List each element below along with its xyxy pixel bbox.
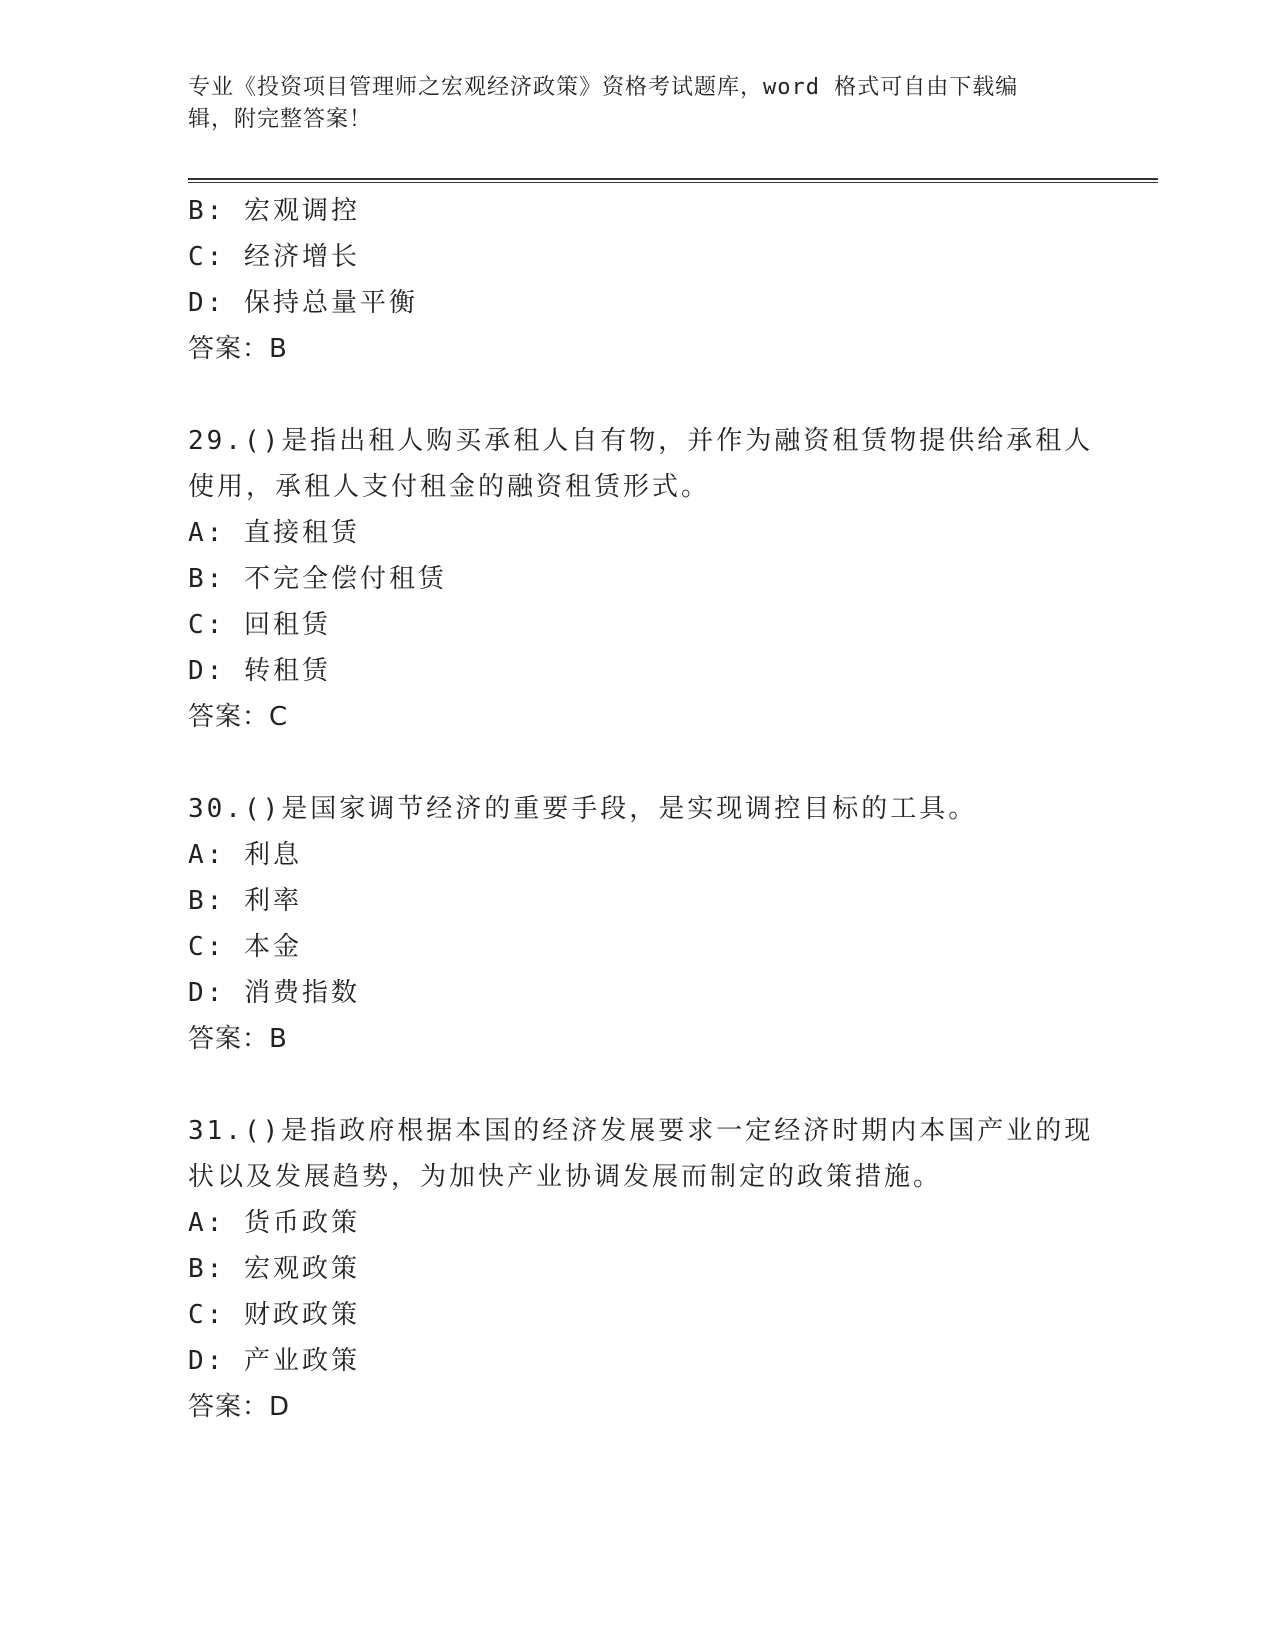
- question-31: [188, 1108, 1094, 1430]
- option-b: B: 宏观调控: [188, 196, 360, 226]
- option-b: B: 利率: [188, 886, 302, 916]
- document-header: [188, 72, 1068, 136]
- option-c: C: 财政政策: [188, 1300, 360, 1330]
- question-stem-line-1: 31.()是指政府根据本国的经济发展要求一定经济时期内本国产业的现: [188, 1116, 1094, 1146]
- answer: 答案：B: [188, 334, 288, 364]
- answer: 答案：D: [188, 1392, 291, 1422]
- option-a: A: 利息: [188, 840, 302, 870]
- option-b: B: 宏观政策: [188, 1254, 360, 1284]
- option-c: C: 本金: [188, 932, 302, 962]
- option-c: C: 经济增长: [188, 242, 360, 272]
- spacer: [188, 1062, 1088, 1108]
- option-d: D: 消费指数: [188, 978, 360, 1008]
- question-stem-line-2: 使用，承租人支付租金的融资租赁形式。: [188, 472, 711, 502]
- question-stem-line-1: 30.()是国家调节经济的重要手段，是实现调控目标的工具。: [188, 794, 978, 824]
- option-d: D: 产业政策: [188, 1346, 360, 1376]
- option-a: A: 货币政策: [188, 1208, 360, 1238]
- question-29: [188, 418, 1094, 740]
- header-line-1: 专业《投资项目管理师之宏观经济政策》资格考试题库，word 格式可自由下载编: [188, 75, 1019, 100]
- answer: 答案：B: [188, 1024, 288, 1054]
- question-30: [188, 786, 1088, 1062]
- question-stem-line-2: 状以及发展趋势，为加快产业协调发展而制定的政策措施。: [188, 1162, 943, 1192]
- header-line-2: 辑，附完整答案！: [188, 107, 373, 132]
- question-stem-line-1: 29.()是指出租人购买承租人自有物，并作为融资租赁物提供给承租人: [188, 426, 1094, 456]
- header-divider: [188, 178, 1158, 183]
- spacer: [188, 740, 1088, 786]
- answer: 答案：C: [188, 702, 289, 732]
- option-d: D: 转租赁: [188, 656, 331, 686]
- question-list: [188, 188, 1094, 1430]
- option-c: C: 回租赁: [188, 610, 331, 640]
- option-b: B: 不完全偿付租赁: [188, 564, 447, 594]
- option-d: D: 保持总量平衡: [188, 288, 418, 318]
- spacer: [188, 372, 1088, 418]
- question-28: [188, 188, 1088, 372]
- option-a: A: 直接租赁: [188, 518, 360, 548]
